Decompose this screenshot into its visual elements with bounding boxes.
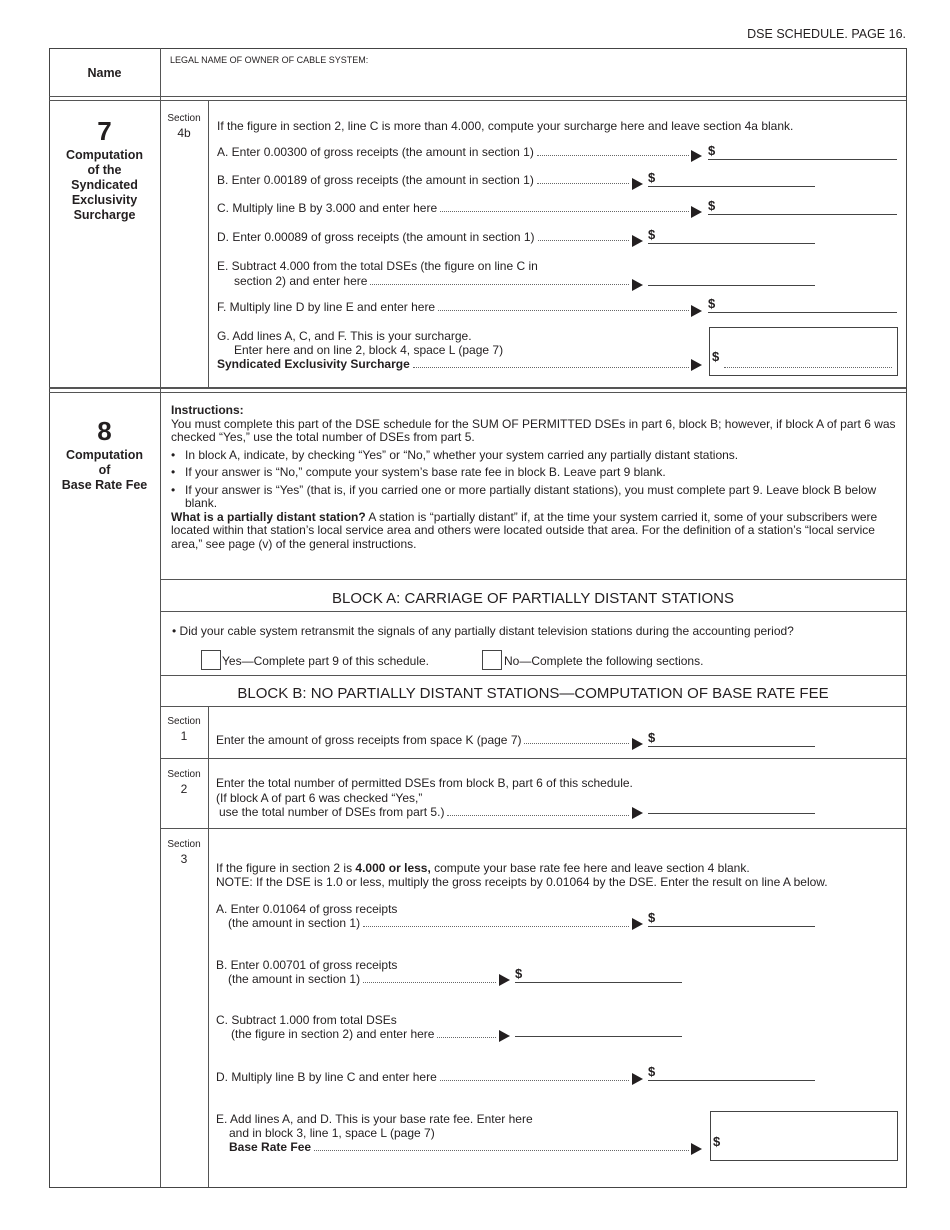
text: F. Multiply line D by line E and enter here (217, 300, 436, 314)
block-a-question: • Did your cable system retransmit the signals of any partially distant television stations during the accounting period? (172, 624, 794, 638)
line-d-input[interactable] (648, 232, 815, 244)
dollar-sign: $ (648, 910, 656, 925)
text: C. Multiply line B by 3.000 and enter here (217, 201, 438, 215)
s3-intro (216, 861, 750, 875)
dot-leader (314, 1150, 689, 1151)
arrow-icon (691, 150, 702, 162)
instructions-text: You must complete this part of the DSE schedule for the SUM OF PERMITTED DSEs in part 6, block B; however, if block A of part 6 was checked “Yes,” use the total number of DSEs from part 5. (171, 416, 896, 444)
part-title-line: Surcharge (73, 208, 136, 222)
text: Section (167, 716, 201, 727)
text: A. Enter 0.00300 of gross receipts (the amount in section 1) (217, 145, 534, 159)
part-title-line: Exclusivity (71, 193, 138, 207)
arrow-icon (691, 1143, 702, 1155)
text: 2 (180, 782, 188, 796)
line-e-label: E. Subtract 4.000 from the total DSEs (the figure on line C in (217, 259, 538, 273)
s2-label (219, 805, 631, 819)
line-a-label (217, 145, 691, 159)
no-checkbox[interactable] (482, 650, 502, 670)
s2-text: (If block A of part 6 was checked “Yes,” (216, 791, 423, 805)
s3-line-d-label (216, 1070, 631, 1084)
dollar-sign: $ (708, 143, 716, 158)
name-label: Name (87, 66, 122, 80)
arrow-icon (691, 206, 702, 218)
instructions-title: Instructions: (171, 403, 244, 417)
text: 4.000 or less, (355, 861, 431, 875)
text: section 2) and enter here (234, 274, 368, 288)
text: • (171, 447, 176, 462)
divider (49, 96, 906, 97)
arrow-icon (691, 305, 702, 317)
dollar-sign: $ (708, 198, 716, 213)
arrow-icon (632, 279, 643, 291)
arrow-icon (499, 1030, 510, 1042)
legal-name-label: LEGAL NAME OF OWNER OF CABLE SYSTEM: (170, 55, 369, 65)
line-c-label (217, 201, 691, 215)
dollar-sign: $ (648, 1064, 656, 1079)
partial-distant-definition (171, 511, 901, 552)
dot-leader (363, 926, 629, 927)
s3-note: NOTE: If the DSE is 1.0 or less, multiply the gross receipts by 0.01064 by the DSE. Enter the result on line A below. (216, 875, 828, 889)
dot-leader (537, 183, 629, 184)
base-rate-fee-input[interactable] (710, 1111, 898, 1161)
text: In block A, indicate, by checking “Yes” or “No,” whether your system carried any partially distant stations. (185, 447, 739, 462)
part7-heading (49, 114, 160, 223)
page-header: DSE SCHEDULE. PAGE 16. (747, 27, 906, 41)
text: (the amount in section 1) (228, 916, 361, 930)
line-c-input[interactable] (708, 203, 897, 215)
s3-line-b-label-2 (228, 972, 498, 986)
dot-leader (437, 1037, 496, 1038)
dollar-sign: $ (648, 227, 656, 242)
line-e-label-2 (234, 274, 631, 288)
text: What is a partially distant station? (171, 509, 366, 524)
dot-leader (363, 982, 496, 983)
part-title-line: Computation (65, 148, 144, 162)
part-title-line: Base Rate Fee (61, 478, 148, 492)
text: 3 (180, 852, 188, 866)
part-title-line: Computation (65, 448, 144, 462)
section-label (162, 715, 206, 743)
text: • (171, 465, 176, 479)
dot-leader (524, 743, 629, 744)
divider (49, 387, 906, 389)
s3-line-c-input[interactable] (515, 1026, 682, 1037)
text: Enter the amount of gross receipts from space K (page 7) (216, 733, 522, 747)
dot-leader (447, 815, 629, 816)
text: If your answer is “No,” compute your system’s base rate fee in block B. Leave part 9 blank. (185, 465, 666, 479)
arrow-icon (632, 807, 643, 819)
s3-line-d-input[interactable] (648, 1069, 815, 1081)
s1-label (216, 733, 631, 747)
text: (the amount in section 1) (228, 972, 361, 986)
divider (160, 706, 906, 707)
s3-line-e-label-2: and in block 3, line 1, space L (page 7) (229, 1126, 435, 1140)
text: D. Enter 0.00089 of gross receipts (the amount in section 1) (217, 230, 535, 244)
divider (49, 392, 906, 393)
line-f-input[interactable] (708, 301, 897, 313)
gross-receipts-input[interactable] (648, 735, 815, 747)
form-frame (49, 48, 907, 1188)
dollar-sign: $ (515, 966, 523, 981)
bullet-item (171, 466, 901, 480)
line-b-label (217, 173, 631, 187)
section-label (162, 112, 206, 140)
part-number: 7 (97, 116, 112, 146)
s3-line-e-label: E. Add lines A, and D. This is your base rate fee. Enter here (216, 1112, 533, 1126)
divider (160, 828, 906, 829)
text: Base Rate Fee (229, 1140, 312, 1154)
dollar-sign: $ (708, 296, 716, 311)
arrow-icon (499, 974, 510, 986)
surcharge-label (217, 357, 691, 371)
line-e-input[interactable] (648, 275, 815, 286)
total-dses-input[interactable] (648, 803, 815, 814)
divider (160, 758, 906, 759)
divider (49, 100, 906, 101)
text: B. Enter 0.00189 of gross receipts (the amount in section 1) (217, 173, 534, 187)
divider (208, 100, 209, 388)
part-title-line: of (98, 463, 111, 477)
s3-line-b-input[interactable] (515, 971, 682, 983)
dollar-sign: $ (713, 1134, 721, 1149)
bullet-item (171, 484, 901, 511)
s3-line-c-label: C. Subtract 1.000 from total DSEs (216, 1013, 397, 1027)
text: 4b (177, 126, 191, 140)
line-g-label-2: Enter here and on line 2, block 4, space L (page 7) (234, 343, 504, 357)
s2-text: Enter the total number of permitted DSEs from block B, part 6 of this schedule. (216, 776, 633, 790)
arrow-icon (632, 178, 643, 190)
text: • (171, 482, 176, 497)
part-title-line: of the (87, 163, 122, 177)
divider (160, 48, 161, 1187)
divider (208, 706, 209, 1187)
arrow-icon (691, 359, 702, 371)
text: use the total number of DSEs from part 5.) (219, 805, 445, 819)
arrow-icon (632, 738, 643, 750)
bullet-item (171, 449, 901, 463)
text: Syndicated Exclusivity Surcharge (217, 357, 410, 371)
text: 1 (180, 729, 188, 743)
dot-leader (370, 284, 629, 285)
text: D. Multiply line B by line C and enter here (216, 1070, 437, 1084)
arrow-icon (632, 1073, 643, 1085)
dot-leader (438, 310, 689, 311)
s3-line-a-input[interactable] (648, 915, 815, 927)
arrow-icon (632, 235, 643, 247)
base-rate-fee-label (229, 1140, 691, 1154)
line-b-input[interactable] (648, 175, 815, 187)
s3-line-a-label-2 (228, 916, 631, 930)
dot-leader (440, 1080, 629, 1081)
s3-line-c-label-2 (231, 1027, 498, 1041)
dollar-sign: $ (648, 170, 656, 185)
arrow-icon (632, 918, 643, 930)
dot-leader (538, 240, 629, 241)
dollar-sign: $ (648, 730, 656, 745)
section-label (162, 768, 206, 796)
text: If the figure in section 2 is (216, 861, 356, 875)
instructions (171, 404, 901, 551)
surcharge-input[interactable] (709, 327, 898, 376)
block-a-title: BLOCK A: CARRIAGE OF PARTIALLY DISTANT STATIONS (331, 590, 735, 607)
text: (the figure in section 2) and enter here (231, 1027, 435, 1041)
part-number: 8 (97, 416, 112, 446)
line-f-label (217, 300, 691, 314)
divider (160, 675, 906, 676)
text: A station is “partially distant” if, at the time your system carried it, some of your subscribers were located within that station’s local service area and others were located outside that area. For the definition of a station’s “local service area,” see page (v) of the general instructions. (171, 509, 878, 551)
block-b-title: BLOCK B: NO PARTIALLY DISTANT STATIONS—COMPUTATION OF BASE RATE FEE (237, 685, 829, 702)
line-a-input[interactable] (708, 147, 897, 160)
line-g-label: G. Add lines A, C, and F. This is your surcharge. (217, 329, 472, 343)
yes-checkbox[interactable] (201, 650, 221, 670)
leader (724, 367, 892, 368)
divider (160, 611, 906, 612)
dot-leader (413, 367, 689, 368)
dot-leader (440, 211, 689, 212)
dot-leader (537, 155, 689, 156)
text: Section (167, 839, 201, 850)
line-d-label (217, 230, 631, 244)
section-label (162, 838, 206, 866)
part8-heading (49, 414, 160, 493)
dollar-sign: $ (712, 349, 720, 364)
text: Section (167, 769, 201, 780)
yes-label: Yes—Complete part 9 of this schedule. (222, 654, 430, 668)
part-title-line: Syndicated (71, 178, 138, 192)
no-label: No—Complete the following sections. (504, 654, 704, 668)
divider (160, 579, 906, 580)
s3-line-b-label: B. Enter 0.00701 of gross receipts (216, 958, 398, 972)
text: If your answer is “Yes” (that is, if you carried one or more partially distant stations), you must complete part 9. Leave block B below blank. (185, 482, 877, 510)
text: Section (167, 113, 201, 124)
section-4b-intro: If the figure in section 2, line C is more than 4.000, compute your surcharge here and leave section 4a blank. (217, 119, 794, 133)
text: compute your base rate fee here and leave section 4 blank. (430, 861, 750, 875)
legal-name-input[interactable] (162, 68, 902, 92)
s3-line-a-label: A. Enter 0.01064 of gross receipts (216, 902, 398, 916)
